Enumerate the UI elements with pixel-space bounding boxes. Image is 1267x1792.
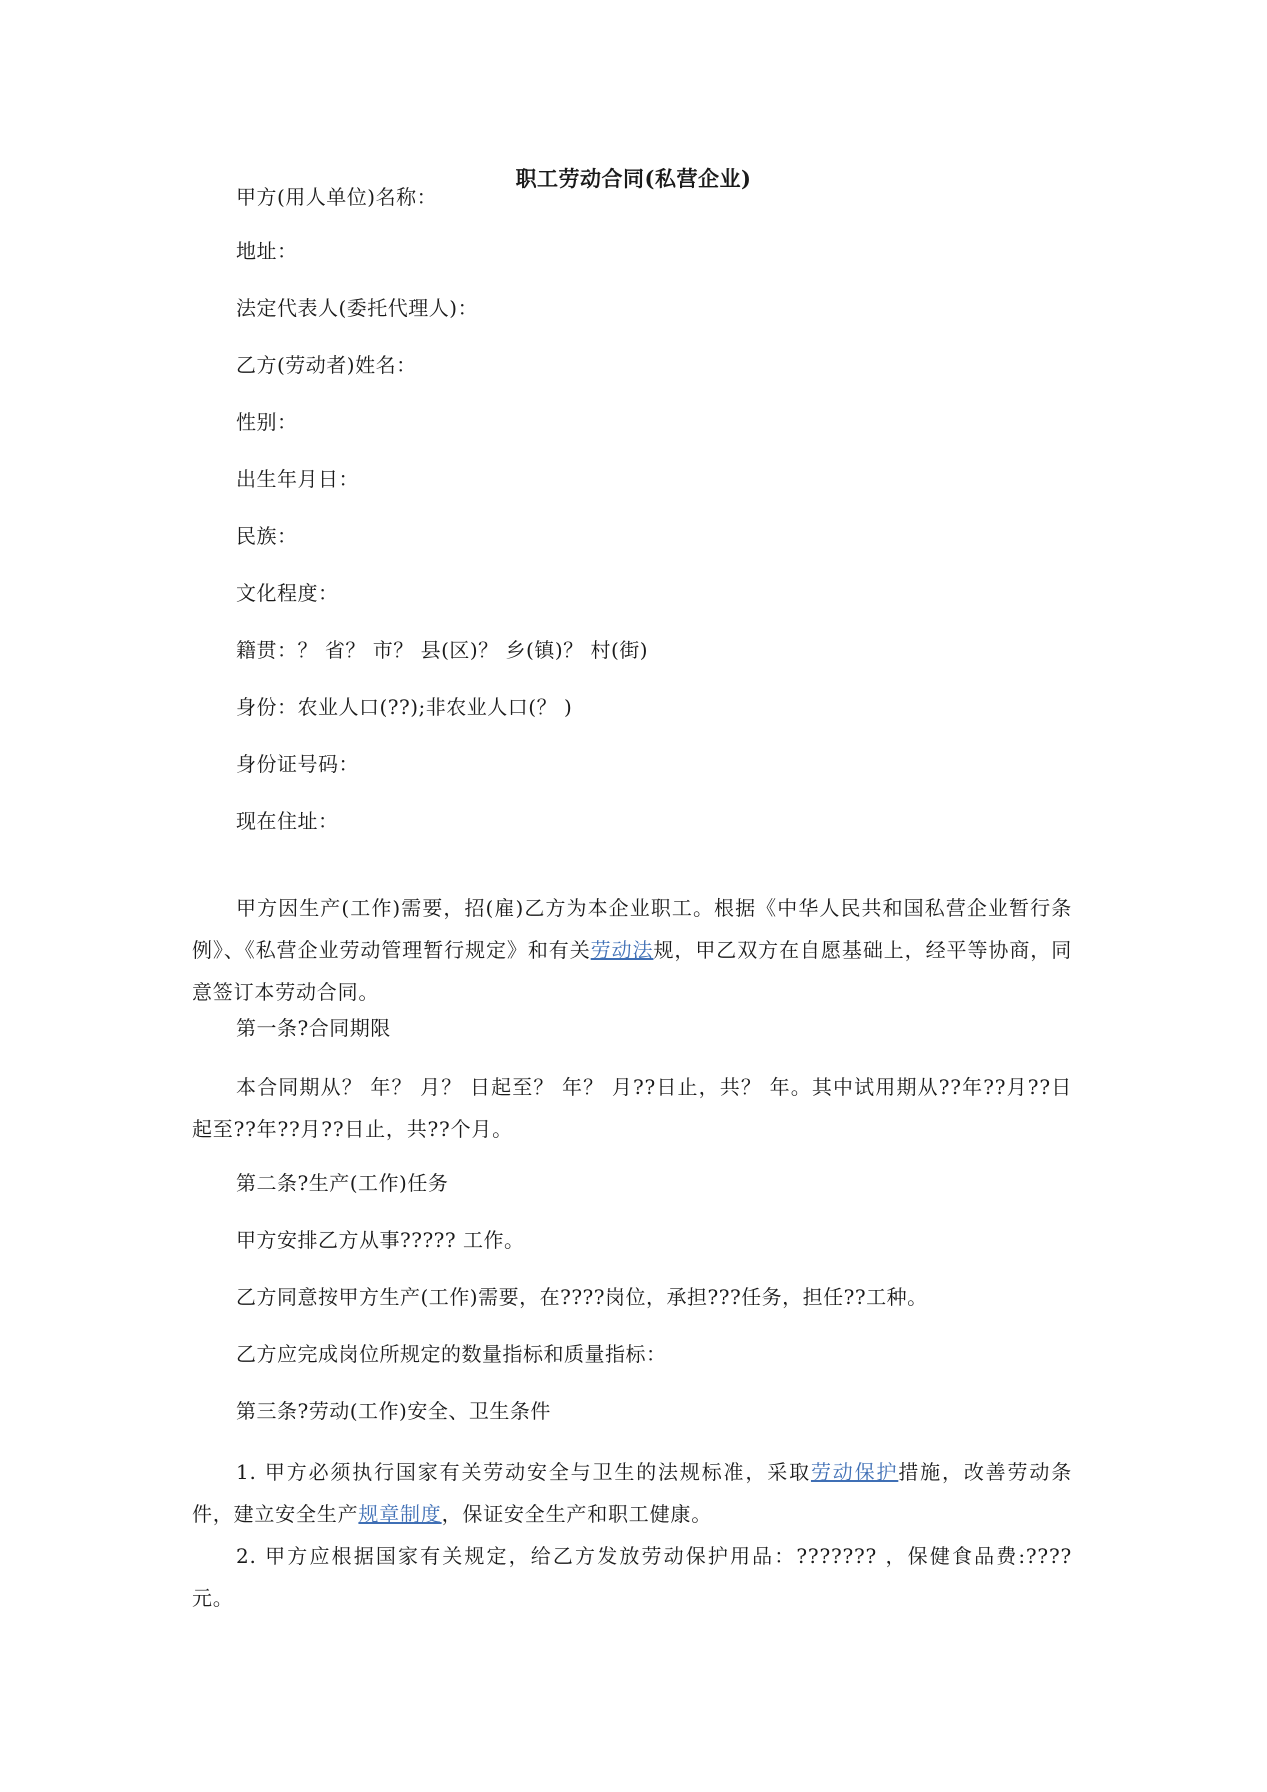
field-identity: 身份：农业人口(??);非农业人口(？ ): [236, 695, 573, 719]
field-legal-representative: 法定代表人(委托代理人)：: [236, 296, 479, 320]
article1-body: 本合同期从？ 年？ 月？ 日起至？ 年？ 月??日止，共？ 年。其中试用期从??年??月??日起至??年??月??日止，共??个月。: [192, 1075, 1072, 1141]
article2-heading: 第二条?生产(工作)任务: [236, 1171, 449, 1195]
field-id-number: 身份证号码：: [236, 752, 359, 776]
article2-line2: 乙方同意按甲方生产(工作)需要，在????岗位，承担???任务，担任??工种。: [236, 1285, 928, 1309]
field-native-place: 籍贯：？ 省？ 市？ 县(区)？ 乡(镇)？ 村(街): [236, 638, 649, 662]
labor-law-link[interactable]: 劳动法: [590, 938, 654, 962]
article1-heading: 第一条?合同期限: [236, 1016, 391, 1040]
field-birth-date: 出生年月日：: [236, 467, 359, 491]
field-ethnicity: 民族：: [236, 524, 298, 548]
intro-text-1: 甲方因生产(工作)需要，招(雇)乙方为本企业职工。根据《中华人民共和国私营企业暂行条例》、《私营企业劳动管理暂行规定》和有关: [192, 896, 1072, 962]
article3-item1-text-1: 1. 甲方必须执行国家有关劳动安全与卫生的法规标准，采取: [236, 1460, 811, 1484]
intro-paragraph: [192, 887, 1072, 1013]
field-current-address: 现在住址：: [236, 809, 339, 833]
article2-line3: 乙方应完成岗位所规定的数量指标和质量指标：: [236, 1342, 667, 1366]
field-education: 文化程度：: [236, 581, 339, 605]
rules-regulations-link[interactable]: 规章制度: [358, 1502, 442, 1526]
intro-text-2: 规，甲乙双方在自愿基础上，经平等协商，同意签订本劳动合同。: [192, 938, 1073, 1004]
document-title: 职工劳动合同(私营企业): [515, 166, 752, 191]
article3-item1-text-3: ，保证安全生产和职工健康。: [441, 1502, 713, 1526]
field-party-b-name: 乙方(劳动者)姓名：: [236, 353, 417, 377]
article3-item1: [192, 1451, 1072, 1535]
article3-heading: 第三条?劳动(工作)安全、卫生条件: [236, 1399, 551, 1423]
field-party-a-name: 甲方(用人单位)名称：: [236, 185, 438, 209]
article3-item2: 2. 甲方应根据国家有关规定，给乙方发放劳动保护用品：??????? ，保健食品费:???? 元。: [192, 1544, 1072, 1610]
labor-protection-link[interactable]: 劳动保护: [810, 1460, 899, 1484]
field-gender: 性别：: [236, 410, 298, 434]
field-address: 地址：: [236, 239, 298, 263]
article2-line1: 甲方安排乙方从事????? 工作。: [236, 1228, 525, 1252]
article3-item1-text-2: 措施，改善劳动条件，建立安全生产: [192, 1460, 1073, 1526]
